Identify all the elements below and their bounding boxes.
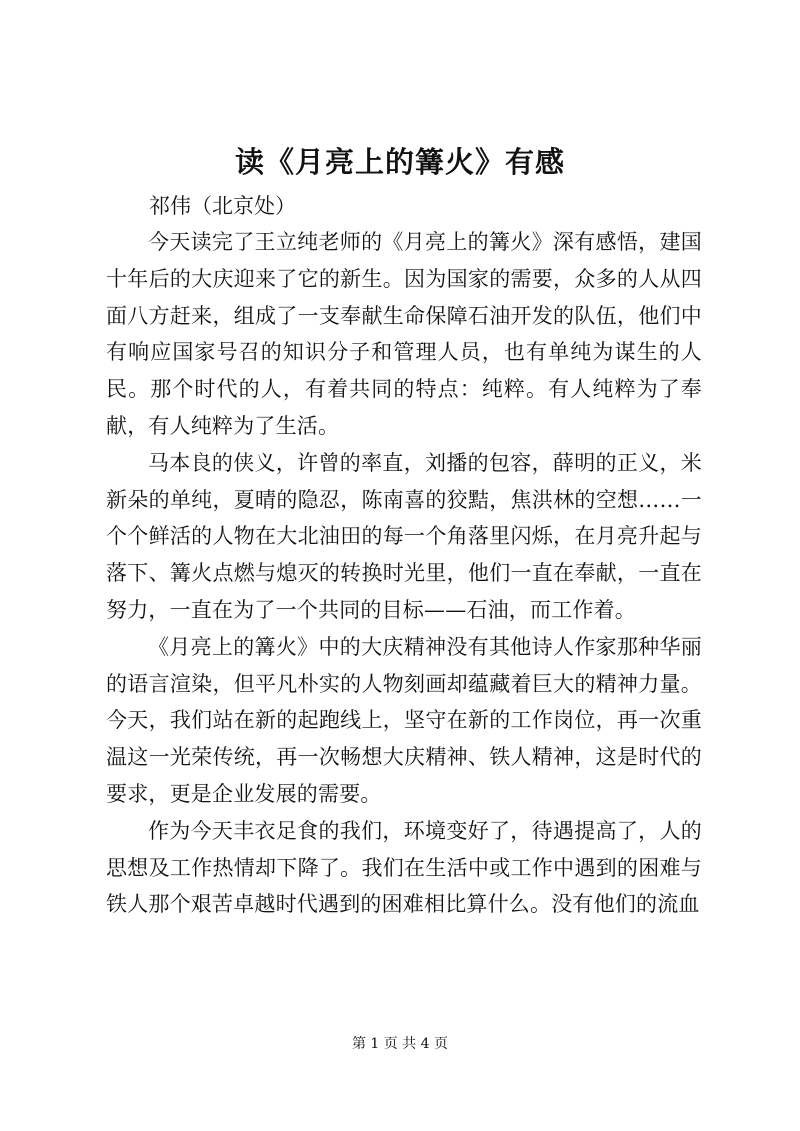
paragraph: 作为今天丰衣足食的我们，环境变好了，待遇提高了，人的思想及工作热情却下降了。我们在生活中或工作中遇到的困难与铁人那个艰苦卓越时代遇到的困难相比算什么。没有他们的流血 [106,818,702,917]
paragraph: 马本良的侠义，许曾的率直，刘播的包容，薛明的正义，米新朵的单纯，夏晴的隐忍，陈南喜的狡黠，焦洪林的空想……一个个鲜活的人物在大北油田的每一个角落里闪烁，在月亮升起与落下、篝火点燃与熄灭的转换时光里，他们一直在奉献，一直在努力，一直在为了一个共同的目标——石油，而工作着。 [106,450,702,622]
paragraph: 今天读完了王立纯老师的《月亮上的篝火》深有感悟，建国十年后的大庆迎来了它的新生。因为国家的需要，众多的人从四面八方赶来，组成了一支奉献生命保障石油开发的队伍，他们中有响应国家号召的知识分子和管理人员，也有单纯为谋生的人民。那个时代的人，有着共同的特点：纯粹。有人纯粹为了奉献，有人纯粹为了生活。 [106,230,702,438]
document-title: 读《月亮上的篝火》有感 [234,145,565,179]
author-line: 祁伟（北京处） [149,194,296,218]
page-footer: 第 1 页 共 4 页 [351,1036,449,1052]
document-body [106,224,702,923]
paragraph: 《月亮上的篝火》中的大庆精神没有其他诗人作家那种华丽的语言渲染，但平凡朴实的人物刻画却蕴藏着巨大的精神力量。今天，我们站在新的起跑线上，坚守在新的工作岗位，再一次重温这一光荣传统，再一次畅想大庆精神、铁人精神，这是时代的要求，更是企业发展的需要。 [106,634,702,806]
